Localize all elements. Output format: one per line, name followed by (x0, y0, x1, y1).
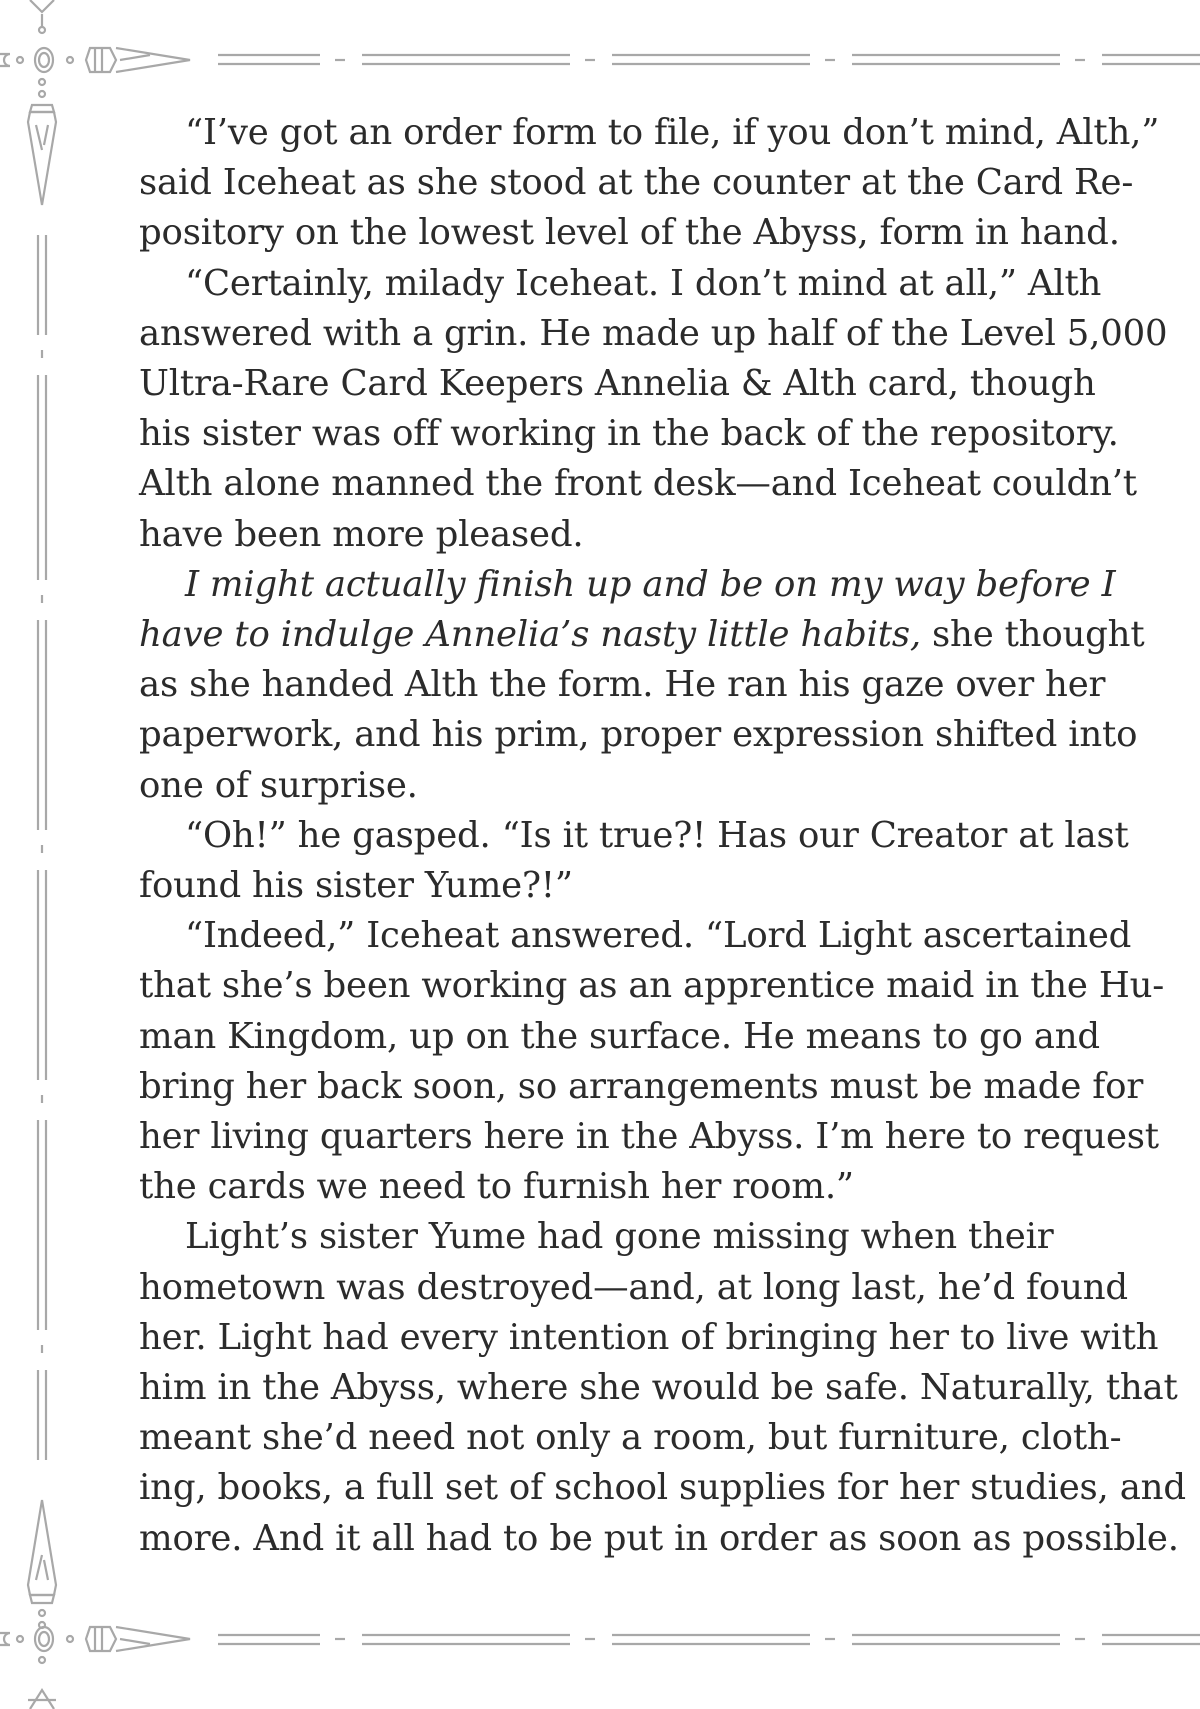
text-line (139, 1463, 1186, 1513)
text-segment: answered with a grin. He made up half of the Level 5,000 (139, 312, 1168, 354)
text-segment: ing, books, a full set of school supplies for her studies, and (139, 1467, 1186, 1509)
text-segment: hometown was destroyed—and, at long last, he’d found (139, 1266, 1128, 1308)
text-line (139, 309, 1168, 359)
text-line (139, 1363, 1178, 1413)
text-segment: Alth alone manned the front desk—and Iceheat couldn’t (139, 463, 1137, 505)
text-line (139, 761, 1069, 811)
top-corner-gem-icon (30, 0, 54, 12)
text-segment: that she’s been working as an apprentice maid in the Hu- (139, 965, 1165, 1007)
text-line (139, 359, 1096, 409)
text-line (139, 961, 1165, 1011)
text-segment: one of surprise. (139, 764, 418, 806)
text-segment: have been more pleased. (139, 513, 584, 555)
body-text (139, 108, 1186, 1564)
text-segment: the cards we need to furnish her room.” (139, 1166, 854, 1208)
text-segment: meant she’d need not only a room, but furniture, cloth- (139, 1417, 1122, 1459)
text-segment: she thought (920, 614, 1145, 656)
text-segment: her. Light had every intention of bringing her to live with (139, 1316, 1159, 1358)
text-segment: more. And it all had to be put in order as soon as possible. (139, 1517, 1179, 1559)
text-line (139, 158, 1134, 208)
text-segment: “Indeed,” Iceheat answered. “Lord Light ascertained (185, 915, 1132, 957)
text-line (139, 510, 1069, 560)
text-line (139, 1162, 1069, 1212)
text-line (139, 459, 1137, 509)
text-line (139, 108, 1160, 158)
text-segment: him in the Abyss, where she would be safe. Naturally, that (139, 1367, 1178, 1409)
text-segment: said Iceheat as she stood at the counter at the Card Re- (139, 162, 1134, 204)
text-segment: Ultra-Rare Card Keepers Annelia & Alth card, though (139, 363, 1096, 405)
text-line (139, 409, 1119, 459)
bottom-left-ring-icon (35, 1627, 53, 1651)
text-line (139, 1062, 1144, 1112)
text-segment: “I’ve got an order form to file, if you don’t mind, Alth,” (185, 112, 1160, 153)
top-left-knob-icon (0, 54, 10, 66)
italic-segment: have to indulge Annelia’s nasty little habits, (139, 614, 921, 656)
text-line (139, 1112, 1159, 1162)
text-line (139, 1263, 1128, 1313)
bottom-left-knob-icon (0, 1633, 10, 1645)
left-bottom-pendant-icon (28, 1500, 56, 1595)
text-segment: found his sister Yume?!” (139, 865, 573, 907)
italic-segment: I might actually finish up and be on my way before I (185, 563, 1116, 605)
text-line (139, 811, 1129, 861)
text-line (139, 610, 1145, 660)
text-line (139, 560, 1116, 610)
text-segment: man Kingdom, up on the surface. He means to go and (139, 1015, 1100, 1057)
text-line (139, 911, 1132, 961)
text-segment: bring her back soon, so arrangements must be made for (139, 1065, 1144, 1107)
text-line (139, 710, 1138, 760)
text-segment: Light’s sister Yume had gone missing when their (185, 1216, 1054, 1258)
text-line (139, 1212, 1069, 1262)
text-segment: “Certainly, milady Iceheat. I don’t mind at all,” Alth (185, 262, 1102, 304)
text-line (139, 861, 1069, 911)
top-left-ring-icon (35, 48, 53, 72)
text-line (139, 1514, 1179, 1564)
text-line (139, 660, 1106, 710)
text-line (139, 1413, 1122, 1463)
text-segment: “Oh!” he gasped. “Is it true?! Has our Creator at last (185, 814, 1129, 856)
text-line (139, 1313, 1159, 1363)
text-segment: pository on the lowest level of the Abyss, form in hand. (139, 212, 1120, 254)
text-line (139, 1012, 1100, 1062)
text-segment: her living quarters here in the Abyss. I’m here to request (139, 1116, 1159, 1158)
text-segment: his sister was off working in the back of the repository. (139, 413, 1119, 455)
text-segment: as she handed Alth the form. He ran his gaze over her (139, 664, 1106, 706)
text-line (139, 208, 1120, 258)
text-segment: paperwork, and his prim, proper expression shifted into (139, 714, 1138, 756)
text-line (139, 259, 1102, 309)
left-top-pendant-icon (28, 112, 56, 205)
